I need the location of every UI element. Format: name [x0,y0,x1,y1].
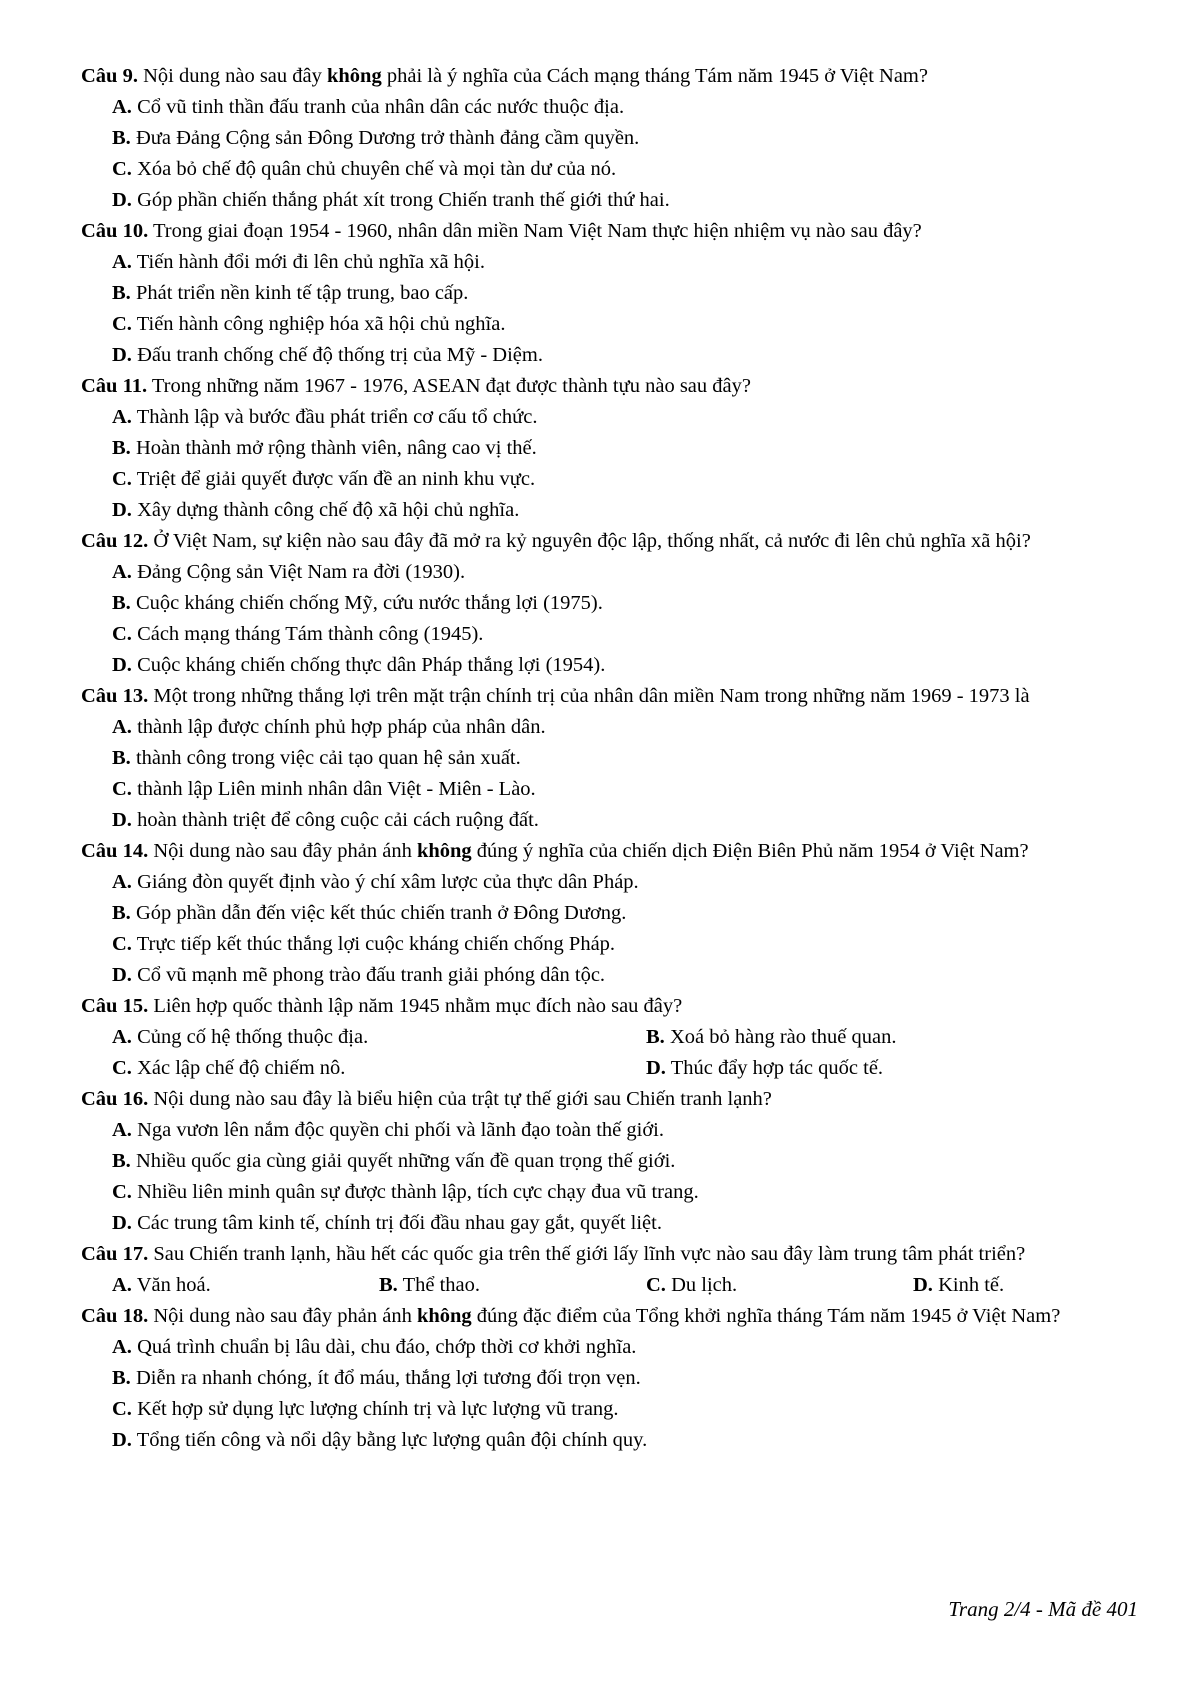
option-c: C. Nhiều liên minh quân sự được thành lập, tích cực chạy đua vũ trang. [112,1181,699,1203]
question-number: Câu 16. [81,1088,149,1110]
option-d: D. Cuộc kháng chiến chống thực dân Pháp thắng lợi (1954). [112,654,606,676]
option-a: A. Cổ vũ tinh thần đấu tranh của nhân dân các nước thuộc địa. [112,96,625,118]
question-number: Câu 12. [81,530,149,552]
question-17 [81,1239,1139,1301]
question-number: Câu 13. [81,685,149,707]
option-d: D. Kinh tế. [913,1274,1005,1296]
option-a: A. Giáng đòn quyết định vào ý chí xâm lược của thực dân Pháp. [112,871,639,893]
question-9 [81,61,1139,216]
option-c: C. Xóa bỏ chế độ quân chủ chuyên chế và mọi tàn dư của nó. [112,158,617,180]
option-row [81,1022,1139,1053]
option-d: D. Các trung tâm kinh tế, chính trị đối đầu nhau gay gắt, quyết liệt. [112,1212,662,1234]
question-stem: Câu 13. Một trong những thắng lợi trên mặt trận chính trị của nhân dân miền Nam trong những năm 1969 - 1973 là [81,685,1030,707]
option-a: A. Thành lập và bước đầu phát triển cơ cấu tổ chức. [112,406,538,428]
question-stem: Câu 14. Nội dung nào sau đây phản ánh không đúng ý nghĩa của chiến dịch Điện Biên Phủ năm 1954 ở Việt Nam? [81,840,1029,862]
option-b: B. Thể thao. [379,1274,480,1296]
question-number: Câu 9. [81,65,138,87]
option-d: D. Đấu tranh chống chế độ thống trị của Mỹ - Diệm. [112,344,543,366]
option-b: B. Góp phần dẫn đến việc kết thúc chiến tranh ở Đông Dương. [112,902,627,924]
question-number: Câu 17. [81,1243,149,1265]
option-d: D. Góp phần chiến thắng phát xít trong Chiến tranh thế giới thứ hai. [112,189,670,211]
option-c: C. Triệt để giải quyết được vấn đề an ninh khu vực. [112,468,536,490]
option-b: B. Phát triển nền kinh tế tập trung, bao cấp. [112,282,469,304]
option-c: C. Cách mạng tháng Tám thành công (1945). [112,623,484,645]
option-b: B. Đưa Đảng Cộng sản Đông Dương trở thành đảng cầm quyền. [112,127,640,149]
exam-page [81,61,1139,1456]
question-stem: Câu 18. Nội dung nào sau đây phản ánh không đúng đặc điểm của Tổng khởi nghĩa tháng Tám năm 1945 ở Việt Nam? [81,1305,1061,1327]
option-a: A. Văn hoá. [112,1274,211,1296]
question-stem: Câu 9. Nội dung nào sau đây không phải là ý nghĩa của Cách mạng tháng Tám năm 1945 ở Việt Nam? [81,65,928,87]
option-a: A. Quá trình chuẩn bị lâu dài, chu đáo, chớp thời cơ khởi nghĩa. [112,1336,637,1358]
option-b: B. Cuộc kháng chiến chống Mỹ, cứu nước thắng lợi (1975). [112,592,603,614]
question-13 [81,681,1139,836]
option-d: D. Xây dựng thành công chế độ xã hội chủ nghĩa. [112,499,520,521]
option-b: B. thành công trong việc cải tạo quan hệ sản xuất. [112,747,521,769]
question-14 [81,836,1139,991]
question-number: Câu 14. [81,840,149,862]
option-c: C. Tiến hành công nghiệp hóa xã hội chủ nghĩa. [112,313,506,335]
question-number: Câu 11. [81,375,148,397]
question-number: Câu 15. [81,995,149,1017]
option-c: C. Trực tiếp kết thúc thắng lợi cuộc kháng chiến chống Pháp. [112,933,616,955]
question-stem: Câu 11. Trong những năm 1967 - 1976, ASEAN đạt được thành tựu nào sau đây? [81,375,751,397]
question-stem: Câu 12. Ở Việt Nam, sự kiện nào sau đây đã mở ra kỷ nguyên độc lập, thống nhất, cả nước đi lên chủ nghĩa xã hội? [81,530,1031,552]
option-a: A. thành lập được chính phủ hợp pháp của nhân dân. [112,716,546,738]
option-row [81,1053,1139,1084]
option-d: D. Tổng tiến công và nổi dậy bằng lực lượng quân đội chính quy. [112,1429,648,1451]
question-stem: Câu 16. Nội dung nào sau đây là biểu hiện của trật tự thế giới sau Chiến tranh lạnh? [81,1088,772,1110]
question-16 [81,1084,1139,1239]
option-a: A. Tiến hành đổi mới đi lên chủ nghĩa xã hội. [112,251,485,273]
option-d: D. Cổ vũ mạnh mẽ phong trào đấu tranh giải phóng dân tộc. [112,964,606,986]
question-number: Câu 18. [81,1305,149,1327]
option-d: D. hoàn thành triệt để công cuộc cải cách ruộng đất. [112,809,539,831]
option-a: A. Đảng Cộng sản Việt Nam ra đời (1930). [112,561,466,583]
question-stem: Câu 17. Sau Chiến tranh lạnh, hầu hết các quốc gia trên thế giới lấy lĩnh vực nào sau đây làm trung tâm phát triển? [81,1243,1026,1265]
option-b: B. Diễn ra nhanh chóng, ít đổ máu, thắng lợi tương đối trọn vẹn. [112,1367,641,1389]
option-a: A. Nga vươn lên nắm độc quyền chi phối và lãnh đạo toàn thế giới. [112,1119,665,1141]
question-number: Câu 10. [81,220,149,242]
option-a: A. Củng cố hệ thống thuộc địa. [112,1026,369,1048]
option-c: C. Xác lập chế độ chiếm nô. [112,1057,346,1079]
question-12 [81,526,1139,681]
option-row [81,1270,1139,1301]
negation-emphasis: không [416,1305,472,1327]
negation-emphasis: không [416,840,472,862]
question-stem: Câu 15. Liên hợp quốc thành lập năm 1945 nhằm mục đích nào sau đây? [81,995,683,1017]
option-b: B. Xoá bỏ hàng rào thuế quan. [646,1026,897,1048]
option-b: B. Nhiều quốc gia cùng giải quyết những vấn đề quan trọng thế giới. [112,1150,676,1172]
option-c: C. Kết hợp sử dụng lực lượng chính trị và lực lượng vũ trang. [112,1398,619,1420]
question-10 [81,216,1139,371]
question-stem: Câu 10. Trong giai đoạn 1954 - 1960, nhân dân miền Nam Việt Nam thực hiện nhiệm vụ nào sau đây? [81,220,922,242]
option-b: B. Hoàn thành mở rộng thành viên, nâng cao vị thế. [112,437,537,459]
question-15 [81,991,1139,1084]
option-c: C. thành lập Liên minh nhân dân Việt - Miên - Lào. [112,778,536,800]
page-footer: Trang 2/4 - Mã đề 401 [948,1597,1138,1621]
question-18 [81,1301,1139,1456]
question-11 [81,371,1139,526]
option-c: C. Du lịch. [646,1274,738,1296]
negation-emphasis: không [327,65,382,87]
option-d: D. Thúc đẩy hợp tác quốc tế. [646,1057,884,1079]
